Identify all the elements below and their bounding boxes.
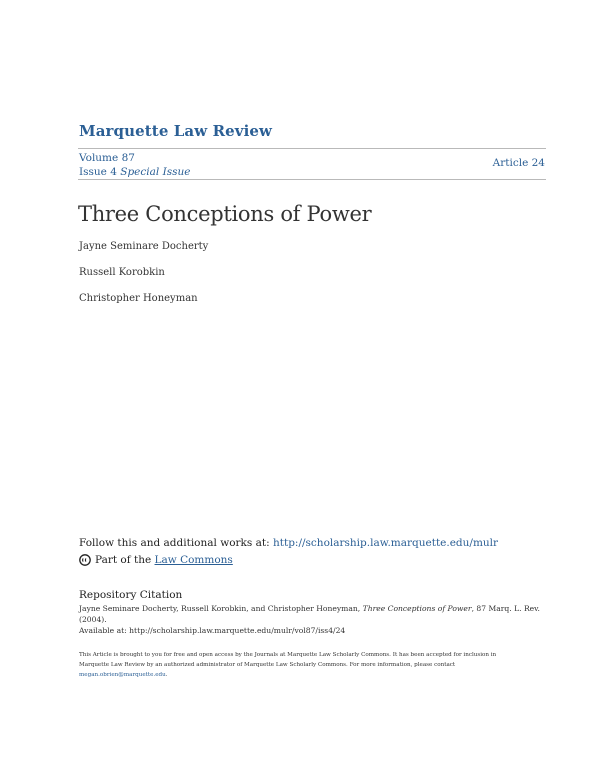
footer-notice: [79, 650, 549, 680]
citation-authors: Jayne Seminare Docherty, Russell Korobkin, and Christopher Honeyman,: [79, 604, 363, 613]
volume-issue-block: [79, 151, 191, 179]
article-number[interactable]: Article 24: [492, 157, 545, 169]
creative-commons-icon: [79, 554, 91, 566]
available-url[interactable]: http://scholarship.law.marquette.edu/mulr/vol87/iss4/24: [129, 626, 346, 635]
citation-tail: , 87 Marq. L. Rev. (2004).: [79, 604, 540, 624]
part-of-line: [79, 554, 233, 566]
citation-title: Three Conceptions of Power: [362, 604, 472, 613]
document-title: Three Conceptions of Power: [78, 202, 372, 226]
footer-line-1: This Article is brought to you for free and open access by the Journals at Marquette Law Scholarly Commons. It has been accepted for inclusion in: [79, 652, 497, 658]
author-2[interactable]: Russell Korobkin: [79, 267, 165, 278]
top-divider: [78, 148, 546, 149]
issue-prefix: Issue 4: [79, 166, 117, 178]
follow-link[interactable]: http://scholarship.law.marquette.edu/mulr: [273, 537, 499, 549]
contact-email-link[interactable]: megan.obrien@marquette.edu: [79, 672, 166, 678]
volume-link[interactable]: Volume 87: [79, 152, 135, 164]
part-of-text: Part of the: [95, 554, 152, 566]
author-3[interactable]: Christopher Honeyman: [79, 293, 198, 304]
follow-line: [79, 537, 498, 549]
author-1[interactable]: Jayne Seminare Docherty: [79, 241, 209, 252]
available-label: Available at:: [79, 626, 130, 635]
follow-text: Follow this and additional works at:: [79, 537, 273, 549]
footer-line-2: Marquette Law Review by an authorized administrator of Marquette Law Scholarly Commons. For more information, please contact: [79, 662, 456, 668]
journal-title[interactable]: Marquette Law Review: [79, 122, 273, 140]
footer-email-suffix: .: [165, 672, 168, 678]
law-commons-link[interactable]: Law Commons: [154, 554, 233, 566]
issue-link[interactable]: [79, 165, 191, 179]
repository-citation-heading: Repository Citation: [79, 589, 183, 601]
issue-label: Special Issue: [120, 166, 191, 178]
citation-text: [79, 603, 549, 636]
bottom-divider: [78, 179, 546, 180]
